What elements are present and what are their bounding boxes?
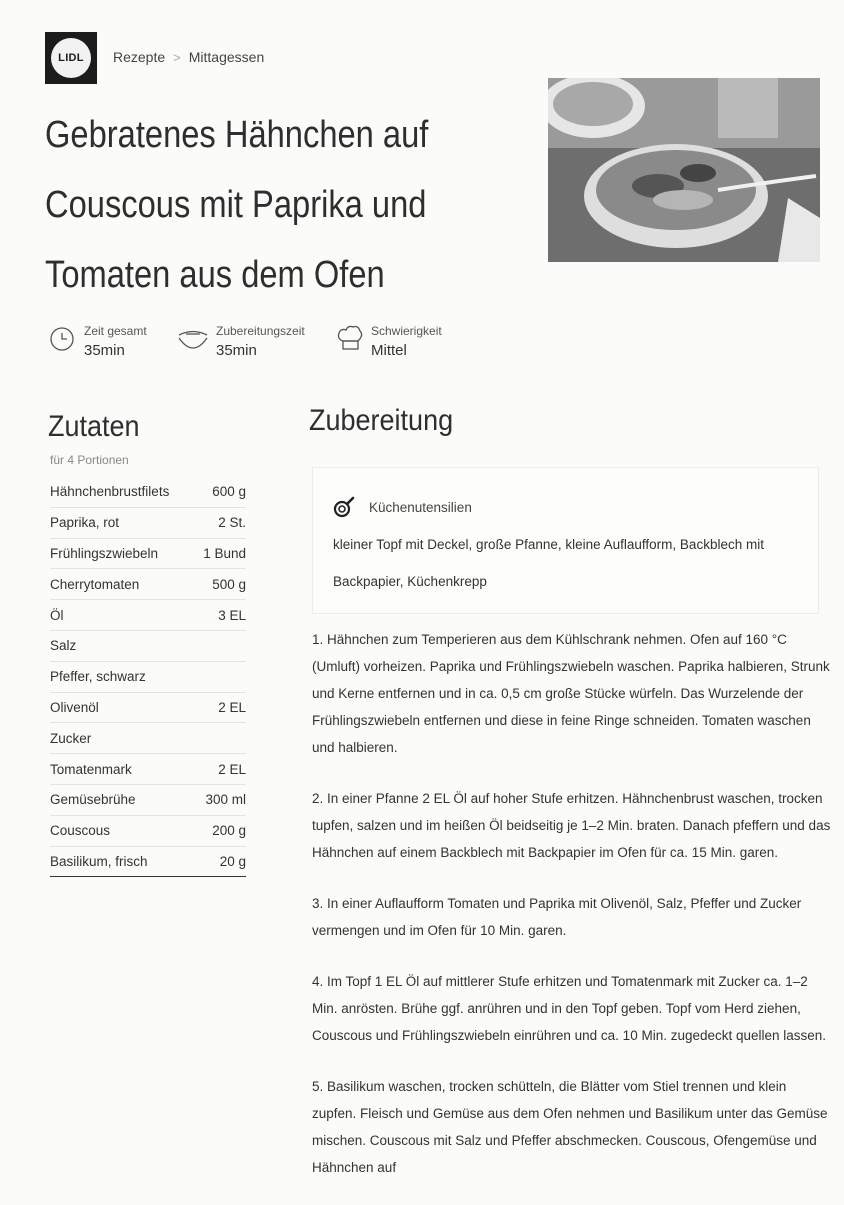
- ingredient-name: Paprika, rot: [50, 507, 194, 538]
- meta-label: Zeit gesamt: [84, 324, 147, 338]
- ingredient-row: [50, 569, 246, 600]
- ingredient-row: [50, 477, 246, 507]
- recipe-photo: [548, 78, 820, 262]
- ingredient-row: [50, 630, 246, 661]
- lidl-logo[interactable]: [45, 32, 97, 84]
- ingredient-row: [50, 846, 246, 877]
- steps-list: [312, 626, 832, 1205]
- ingredient-row: [50, 538, 246, 569]
- ingredient-row: [50, 600, 246, 631]
- ingredient-row: [50, 754, 246, 785]
- step-4: 4. Im Topf 1 EL Öl auf mittlerer Stufe erhitzen und Tomatenmark mit Zucker ca. 1–2 Min. anrösten. Brühe ggf. anrühren und in den Topf geben. Topf vom Herd ziehen, Couscous und Frühlingszwiebeln einrühren und ca. 10 Min. zugedeckt quellen lassen.: [312, 974, 827, 1043]
- utensils-text: kleiner Topf mit Deckel, große Pfanne, kleine Auflaufform, Backblech mit Backpapier, Küchenkrepp: [333, 537, 764, 589]
- ingredient-amount: [194, 723, 246, 754]
- recipe-title: Gebratenes Hähnchen auf Couscous mit Paprika und Tomaten aus dem Ofen: [45, 114, 429, 296]
- ingredient-amount: 200 g: [194, 815, 246, 846]
- ingredient-name: Pfeffer, schwarz: [50, 661, 194, 692]
- meta-label: Schwierigkeit: [371, 324, 442, 338]
- ingredient-name: Hähnchenbrustfilets: [50, 477, 194, 507]
- step-2: 2. In einer Pfanne 2 EL Öl auf hoher Stufe erhitzen. Hähnchenbrust waschen, trocken tupfen, salzen und im heißen Öl beidseitig je 1–2 Min. braten. Danach pfeffern und das Hähnchen auf einem Backblech mit Backpapier im Ofen für ca. 15 Min. garen.: [312, 791, 831, 860]
- ingredient-name: Öl: [50, 600, 194, 631]
- ingredient-name: Cherrytomaten: [50, 569, 194, 600]
- portions-label: für 4 Portionen: [50, 453, 129, 467]
- ingredient-name: Salz: [50, 630, 194, 661]
- ingredients-table: [50, 477, 246, 877]
- ingredient-row: [50, 784, 246, 815]
- ingredient-amount: [194, 661, 246, 692]
- ingredients-heading: Zutaten: [48, 410, 140, 443]
- ingredient-amount: 1 Bund: [194, 538, 246, 569]
- ingredient-name: Frühlingszwiebeln: [50, 538, 194, 569]
- ingredient-amount: 600 g: [194, 477, 246, 507]
- ingredient-amount: 2 EL: [194, 754, 246, 785]
- utensils-label: Küchenutensilien: [369, 499, 472, 515]
- step-1: 1. Hähnchen zum Temperieren aus dem Kühlschrank nehmen. Ofen auf 160 °C (Umluft) vorheizen. Paprika und Frühlingszwiebeln waschen. Paprika halbieren, Strunk und Kerne entfernen und in ca. 0,5 cm große Stücke würfeln. Das Wurzelende der Frühlingszwiebeln entfernen und diese in feine Ringe schneiden. Tomaten waschen und halbieren.: [312, 632, 830, 755]
- step-5: 5. Basilikum waschen, trocken schütteln, die Blätter vom Stiel trennen und klein zupfen. Fleisch und Gemüse aus dem Ofen nehmen und Basilikum unter das Gemüse mischen. Couscous mit Salz und Pfeffer abschmecken. Couscous, Ofengemüse und Hähnchen auf: [312, 1079, 828, 1175]
- ingredient-row: [50, 723, 246, 754]
- ingredient-row: [50, 692, 246, 723]
- ingredient-amount: 2 St.: [194, 507, 246, 538]
- chef-hat-icon: [335, 322, 365, 352]
- ingredient-amount: 2 EL: [194, 692, 246, 723]
- pan-icon: [333, 496, 355, 518]
- ingredient-name: Tomatenmark: [50, 754, 194, 785]
- step-3: 3. In einer Auflaufform Tomaten und Paprika mit Olivenöl, Salz, Pfeffer und Zucker vermengen und im Ofen für 10 Min. garen.: [312, 896, 802, 938]
- ingredient-name: Zucker: [50, 723, 194, 754]
- meta-value: 35min: [84, 342, 125, 359]
- breadcrumb-separator: >: [173, 49, 181, 65]
- breadcrumb-item-mittagessen[interactable]: Mittagessen: [188, 49, 265, 65]
- clock-icon: [48, 322, 78, 352]
- ingredient-name: Couscous: [50, 815, 194, 846]
- meta-value: 35min: [216, 342, 257, 359]
- ingredient-name: Basilikum, frisch: [50, 846, 194, 877]
- ingredient-row: [50, 815, 246, 846]
- breadcrumb: [113, 49, 264, 65]
- utensils-header: [333, 496, 472, 518]
- meta-label: Zubereitungszeit: [216, 324, 305, 338]
- preparation-heading: Zubereitung: [309, 404, 454, 437]
- ingredient-row: [50, 507, 246, 538]
- ingredient-amount: [194, 630, 246, 661]
- meta-total-time: [48, 322, 147, 359]
- utensils-box: [312, 467, 819, 614]
- meta-prep-time: [176, 322, 305, 359]
- lidl-logo-text: LIDL: [51, 38, 91, 78]
- ingredient-amount: 20 g: [194, 846, 246, 877]
- meta-difficulty: [335, 322, 442, 359]
- ingredient-amount: 500 g: [194, 569, 246, 600]
- ingredient-row: [50, 661, 246, 692]
- ingredient-amount: 3 EL: [194, 600, 246, 631]
- bowl-icon: [176, 322, 210, 352]
- meta-value: Mittel: [371, 342, 407, 359]
- ingredient-name: Gemüsebrühe: [50, 784, 194, 815]
- ingredient-amount: 300 ml: [194, 784, 246, 815]
- ingredient-name: Olivenöl: [50, 692, 194, 723]
- breadcrumb-item-rezepte[interactable]: Rezepte: [113, 49, 166, 65]
